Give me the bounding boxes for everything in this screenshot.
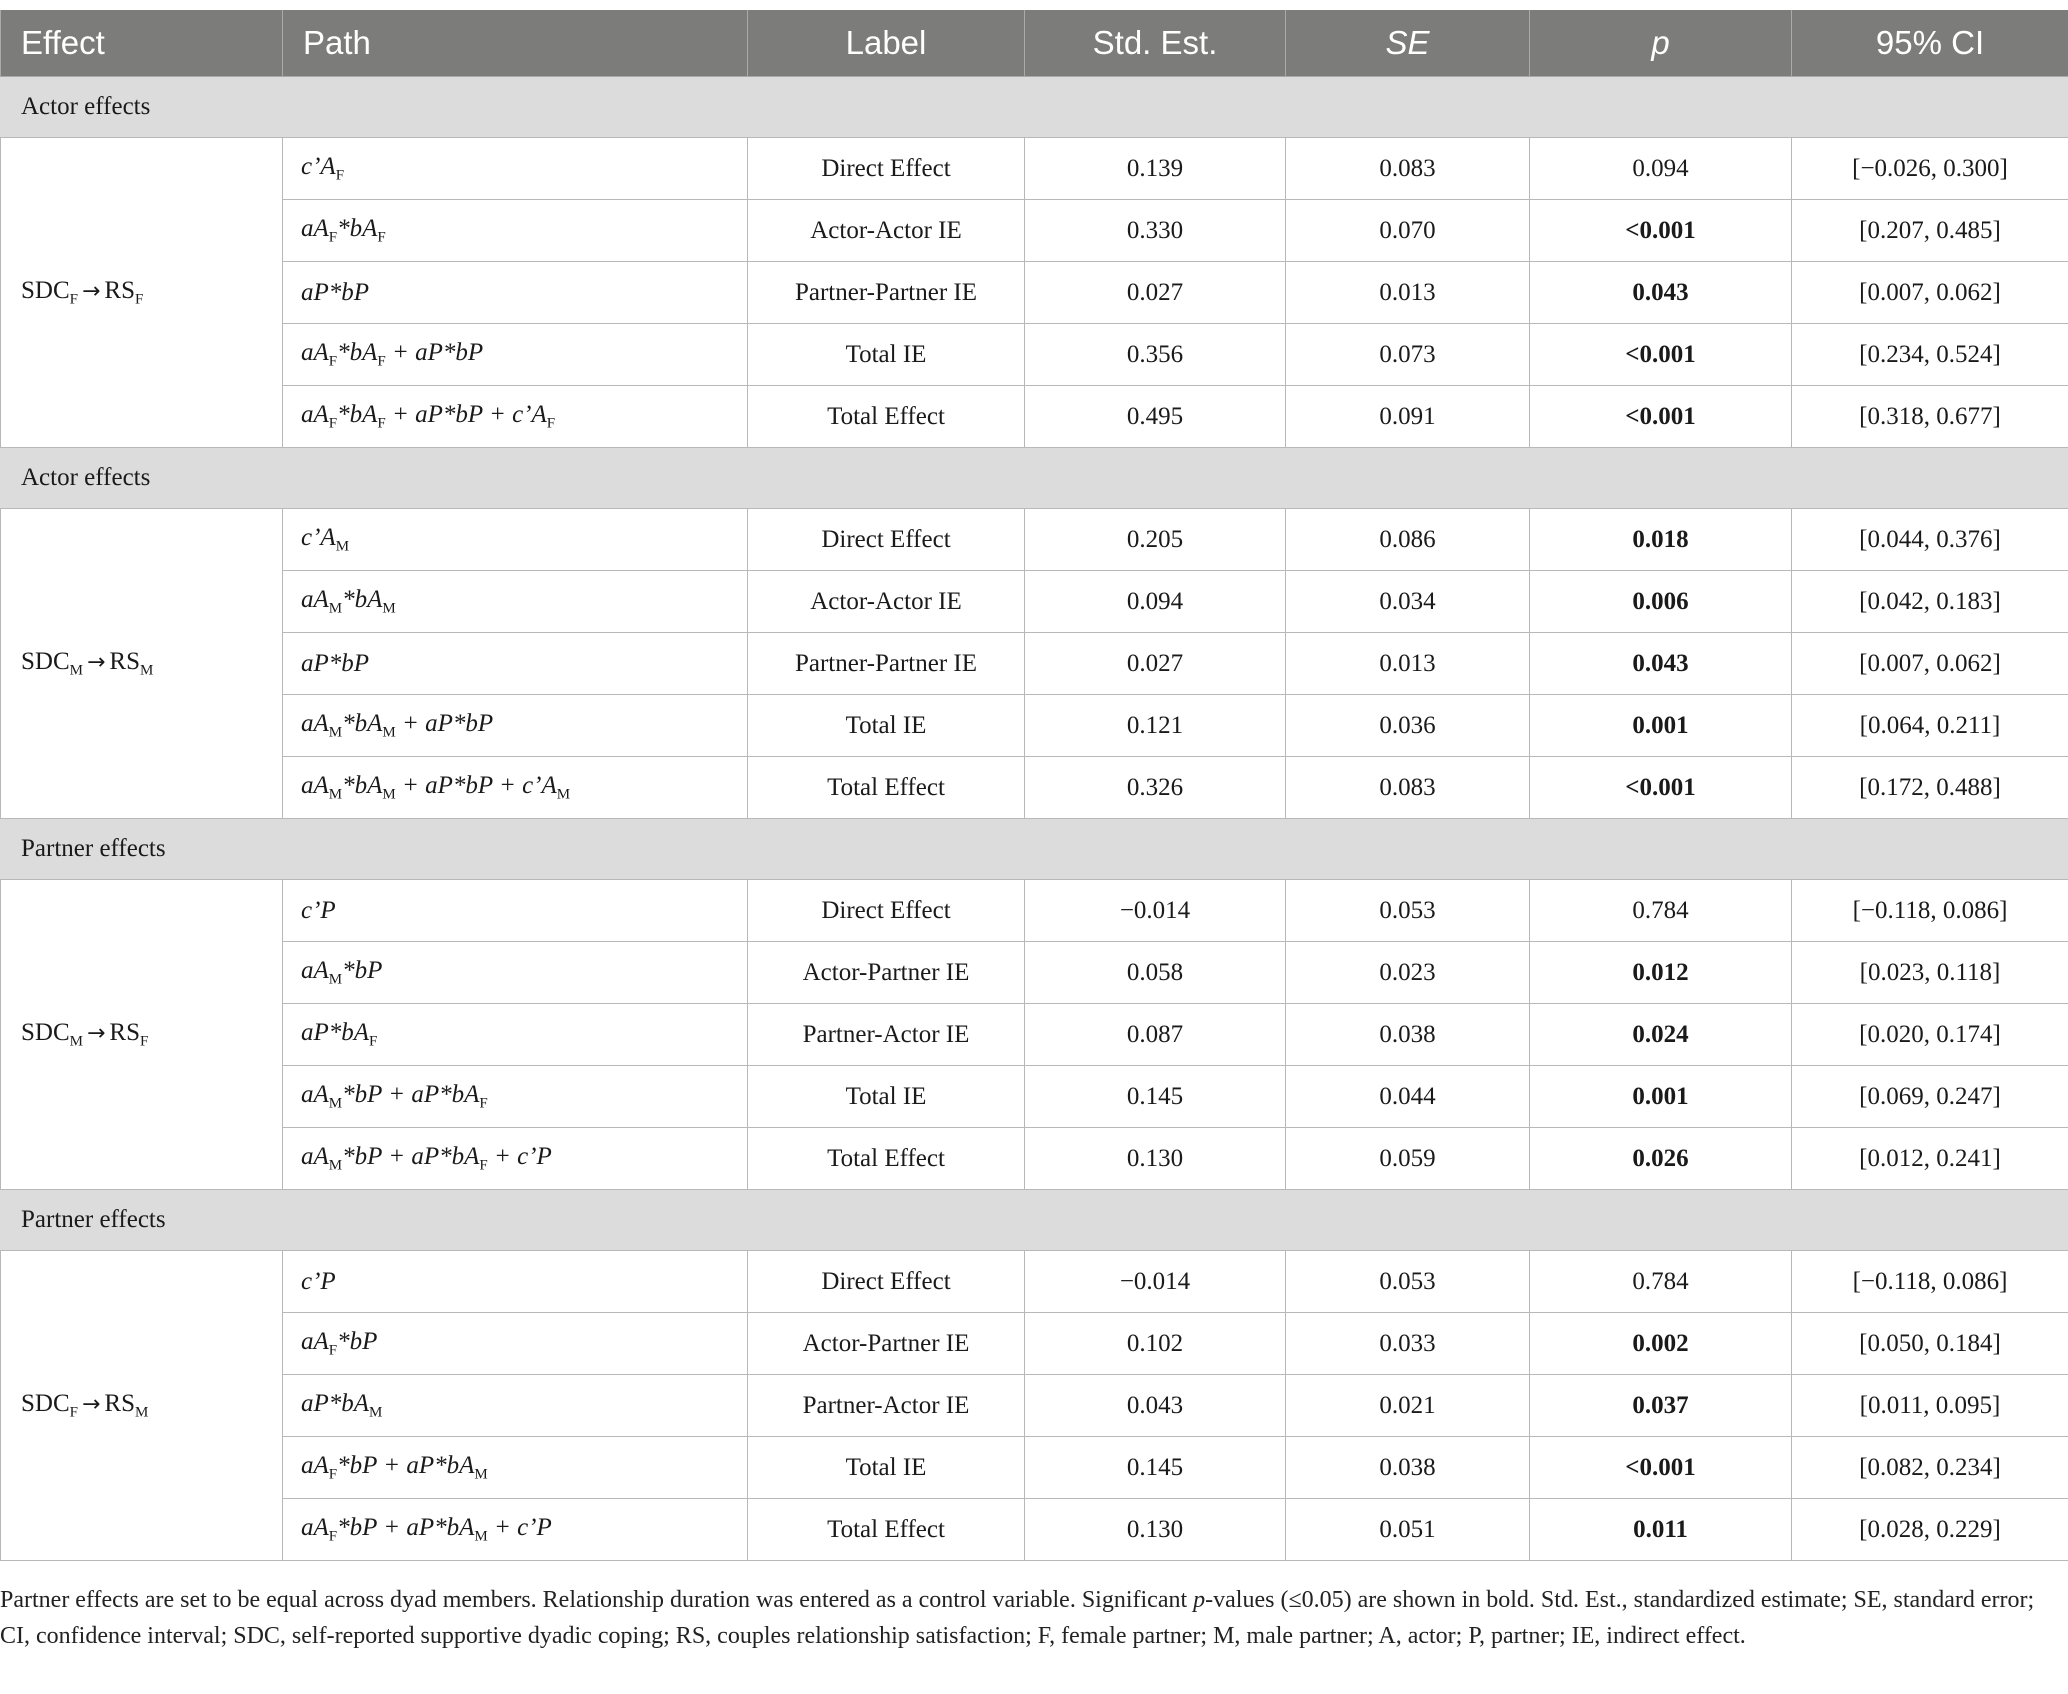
effect-predictor: SDC [21,647,70,675]
effect-predictor: SDC [21,1018,70,1046]
path-text: *bP [342,956,383,984]
path-subscript: M [382,786,396,803]
std-est-cell: 0.087 [1025,1004,1286,1066]
label-cell: Direct Effect [748,138,1025,200]
path-subscript: M [369,1404,383,1421]
path-subscript: M [328,786,343,803]
p-value-cell: 0.094 [1530,138,1792,200]
effect-predictor-subscript: F [69,291,78,308]
path-text: + aP*bP [395,709,494,737]
header-label: Label [748,10,1025,77]
path-text: aA [301,585,329,613]
path-cell [283,1437,748,1499]
p-value-cell: 0.026 [1530,1128,1792,1190]
std-est-cell: 0.027 [1025,633,1286,695]
path-subscript: F [328,229,338,246]
path-text: *bP [337,1327,378,1355]
p-value-cell: <0.001 [1530,324,1792,386]
path-text: aA [301,709,329,737]
p-value-cell: <0.001 [1530,386,1792,448]
path-cell [283,1066,748,1128]
std-est-cell: 0.094 [1025,571,1286,633]
header-ci: 95% CI [1792,10,2068,77]
p-value-cell: <0.001 [1530,757,1792,819]
path-subscript: F [377,353,386,370]
path-cell [283,880,748,942]
path-cell [283,1375,748,1437]
effect-outcome-subscript: M [140,662,154,679]
ci-cell: [0.082, 0.234] [1792,1437,2068,1499]
std-est-cell: 0.102 [1025,1313,1286,1375]
ci-cell: [−0.118, 0.086] [1792,880,2068,942]
results-table-container [0,10,2068,1561]
path-text: aA [301,338,329,366]
ci-cell: [0.023, 0.118] [1792,942,2068,1004]
arrow-right-icon: → [81,278,101,304]
effect-outcome-subscript: M [135,1404,149,1421]
std-est-cell: 0.130 [1025,1499,1286,1561]
p-value-cell: 0.043 [1530,633,1792,695]
path-cell [283,1313,748,1375]
path-text: *bP + aP*bA [342,1142,480,1170]
arrow-right-icon: → [81,1391,101,1417]
se-cell: 0.086 [1286,509,1530,571]
path-text: aA [301,400,329,428]
path-subscript: F [328,1528,338,1545]
p-value-cell: 0.002 [1530,1313,1792,1375]
path-text: *bP + aP*bA [342,1080,480,1108]
effect-predictor: SDC [21,276,70,304]
mediation-results-table [0,10,2068,1561]
label-cell: Total IE [748,324,1025,386]
path-text: c’A [301,523,336,551]
section-label: Actor effects [1,448,2068,509]
std-est-cell: −0.014 [1025,880,1286,942]
std-est-cell: 0.145 [1025,1066,1286,1128]
path-text: aP*bA [301,1389,370,1417]
label-cell: Direct Effect [748,509,1025,571]
std-est-cell: 0.326 [1025,757,1286,819]
se-cell: 0.083 [1286,757,1530,819]
section-label: Partner effects [1,819,2068,880]
std-est-cell: −0.014 [1025,1251,1286,1313]
path-subscript: F [369,1033,378,1050]
se-cell: 0.044 [1286,1066,1530,1128]
table-row [1,571,2068,633]
path-cell [283,1004,748,1066]
se-cell: 0.013 [1286,633,1530,695]
path-subscript: M [328,1095,343,1112]
effect-outcome: RS [109,1018,141,1046]
label-cell: Actor-Partner IE [748,942,1025,1004]
path-cell [283,386,748,448]
table-row [1,880,2068,942]
label-cell: Total IE [748,1437,1025,1499]
std-est-cell: 0.121 [1025,695,1286,757]
path-text: *bP + aP*bA [337,1513,475,1541]
path-cell [283,138,748,200]
ci-cell: [0.011, 0.095] [1792,1375,2068,1437]
se-cell: 0.038 [1286,1437,1530,1499]
path-text: aA [301,771,329,799]
path-subscript: M [382,600,396,617]
std-est-cell: 0.043 [1025,1375,1286,1437]
se-cell: 0.033 [1286,1313,1530,1375]
ci-cell: [0.028, 0.229] [1792,1499,2068,1561]
table-header [1,10,2068,77]
p-value-cell: 0.784 [1530,1251,1792,1313]
table-footnote [0,1582,2050,1654]
path-subscript: M [328,600,343,617]
se-cell: 0.091 [1286,386,1530,448]
effect-predictor-subscript: F [69,1404,78,1421]
ci-cell: [−0.026, 0.300] [1792,138,2068,200]
effect-outcome: RS [104,276,136,304]
effect-predictor: SDC [21,1389,70,1417]
path-subscript: M [335,538,350,555]
path-text: aA [301,1142,329,1170]
se-cell: 0.051 [1286,1499,1530,1561]
table-row [1,757,2068,819]
p-value-cell: <0.001 [1530,1437,1792,1499]
se-cell: 0.059 [1286,1128,1530,1190]
path-subscript: F [377,415,386,432]
header-effect: Effect [1,10,283,77]
effect-predictor-subscript: M [69,1033,83,1050]
std-est-cell: 0.145 [1025,1437,1286,1499]
path-subscript: F [328,415,338,432]
effect-outcome: RS [109,647,141,675]
effect-outcome-subscript: F [140,1033,149,1050]
ci-cell: [0.069, 0.247] [1792,1066,2068,1128]
p-value-cell: 0.011 [1530,1499,1792,1561]
se-cell: 0.083 [1286,138,1530,200]
path-cell [283,509,748,571]
p-value-cell: <0.001 [1530,200,1792,262]
path-cell [283,200,748,262]
ci-cell: [0.007, 0.062] [1792,633,2068,695]
path-subscript: F [328,353,338,370]
effect-cell [1,509,283,819]
path-text: c’P [301,1267,336,1295]
path-subscript: M [328,724,343,741]
se-cell: 0.023 [1286,942,1530,1004]
path-text: *bA [342,709,383,737]
table-row [1,386,2068,448]
se-cell: 0.073 [1286,324,1530,386]
p-value-cell: 0.037 [1530,1375,1792,1437]
p-value-cell: 0.043 [1530,262,1792,324]
path-cell [283,262,748,324]
path-text: *bP + aP*bA [337,1451,475,1479]
section-row [1,819,2068,880]
ci-cell: [0.064, 0.211] [1792,695,2068,757]
ci-cell: [0.172, 0.488] [1792,757,2068,819]
se-cell: 0.021 [1286,1375,1530,1437]
path-subscript: F [479,1095,488,1112]
path-cell [283,324,748,386]
path-cell [283,942,748,1004]
p-value-cell: 0.018 [1530,509,1792,571]
p-value-cell: 0.001 [1530,1066,1792,1128]
section-row [1,1190,2068,1251]
ci-cell: [0.318, 0.677] [1792,386,2068,448]
label-cell: Total Effect [748,386,1025,448]
ci-cell: [0.234, 0.524] [1792,324,2068,386]
path-subscript: M [328,971,343,988]
ci-cell: [0.050, 0.184] [1792,1313,2068,1375]
std-est-cell: 0.027 [1025,262,1286,324]
table-row [1,1437,2068,1499]
arrow-right-icon: → [86,649,106,675]
std-est-cell: 0.139 [1025,138,1286,200]
std-est-cell: 0.356 [1025,324,1286,386]
effect-cell [1,1251,283,1561]
section-label: Partner effects [1,1190,2068,1251]
label-cell: Total Effect [748,757,1025,819]
path-cell [283,633,748,695]
header-p: p [1530,10,1792,77]
path-text: aP*bA [301,1018,370,1046]
label-cell: Actor-Actor IE [748,571,1025,633]
se-cell: 0.036 [1286,695,1530,757]
header-path: Path [283,10,748,77]
path-text: c’P [301,896,336,924]
table-row [1,1128,2068,1190]
footnote-p-italic: p [1193,1587,1206,1613]
path-text: + aP*bP [385,338,484,366]
path-subscript: M [328,1157,343,1174]
ci-cell: [0.207, 0.485] [1792,200,2068,262]
p-value-cell: 0.001 [1530,695,1792,757]
footnote-part1: Partner effects are set to be equal across dyad members. Relationship duration was entered as a control variable. Significant [0,1587,1194,1613]
path-cell [283,571,748,633]
label-cell: Direct Effect [748,880,1025,942]
path-subscript: M [556,786,571,803]
label-cell: Total Effect [748,1128,1025,1190]
path-text: aA [301,1327,329,1355]
path-subscript: F [479,1157,488,1174]
section-row [1,448,2068,509]
path-text: aA [301,1451,329,1479]
effect-outcome: RS [104,1389,136,1417]
table-row [1,1499,2068,1561]
label-cell: Partner-Actor IE [748,1004,1025,1066]
section-label: Actor effects [1,77,2068,138]
header-std-est: Std. Est. [1025,10,1286,77]
ci-cell: [0.012, 0.241] [1792,1128,2068,1190]
path-text: aP*bP [301,649,370,677]
table-row [1,1004,2068,1066]
path-subscript: F [328,1466,338,1483]
path-text: *bA [337,214,378,242]
label-cell: Total IE [748,1066,1025,1128]
ci-cell: [0.044, 0.376] [1792,509,2068,571]
path-subscript: F [328,1342,338,1359]
path-text: aA [301,956,329,984]
path-cell [283,695,748,757]
std-est-cell: 0.330 [1025,200,1286,262]
header-row [1,10,2068,77]
se-cell: 0.053 [1286,1251,1530,1313]
p-value-cell: 0.012 [1530,942,1792,1004]
path-subscript: M [474,1528,488,1545]
table-row [1,262,2068,324]
std-est-cell: 0.058 [1025,942,1286,1004]
path-cell [283,1251,748,1313]
path-text: *bA [342,585,383,613]
ci-cell: [0.020, 0.174] [1792,1004,2068,1066]
path-text: + aP*bP + c’A [385,400,547,428]
effect-outcome-subscript: F [135,291,144,308]
effect-cell [1,138,283,448]
table-row [1,200,2068,262]
path-text: aP*bP [301,278,370,306]
path-text: + c’P [487,1142,552,1170]
path-text: aA [301,1080,329,1108]
path-cell [283,1128,748,1190]
se-cell: 0.070 [1286,200,1530,262]
table-row [1,633,2068,695]
path-text: c’A [301,152,336,180]
table-row [1,1251,2068,1313]
path-subscript: F [377,229,386,246]
p-value-cell: 0.024 [1530,1004,1792,1066]
std-est-cell: 0.495 [1025,386,1286,448]
path-text: + aP*bP + c’A [395,771,557,799]
label-cell: Partner-Partner IE [748,262,1025,324]
p-value-cell: 0.006 [1530,571,1792,633]
std-est-cell: 0.205 [1025,509,1286,571]
table-body [1,77,2068,1561]
ci-cell: [0.007, 0.062] [1792,262,2068,324]
se-cell: 0.013 [1286,262,1530,324]
label-cell: Total IE [748,695,1025,757]
se-cell: 0.038 [1286,1004,1530,1066]
path-text: + c’P [487,1513,552,1541]
ci-cell: [0.042, 0.183] [1792,571,2068,633]
table-row [1,695,2068,757]
ci-cell: [−0.118, 0.086] [1792,1251,2068,1313]
arrow-right-icon: → [86,1020,106,1046]
table-row [1,1313,2068,1375]
path-text: *bA [342,771,383,799]
path-text: *bA [337,400,378,428]
label-cell: Direct Effect [748,1251,1025,1313]
effect-predictor-subscript: M [69,662,83,679]
path-subscript: F [335,167,345,184]
path-subscript: M [474,1466,488,1483]
label-cell: Partner-Actor IE [748,1375,1025,1437]
label-cell: Actor-Actor IE [748,200,1025,262]
table-row [1,138,2068,200]
table-row [1,324,2068,386]
label-cell: Actor-Partner IE [748,1313,1025,1375]
path-text: aA [301,214,329,242]
label-cell: Total Effect [748,1499,1025,1561]
footnote-part2: -values (≤0.05) are shown in bold. Std. Est., standardized estimate; SE, standard error; CI, confidence interval; SDC, self-reported supportive dyadic coping; RS, couples relationship satisfaction; F, female partner; M, male partner; A, actor; P, partner; IE, indirect effect. [0,1587,2035,1649]
p-value-cell: 0.784 [1530,880,1792,942]
table-row [1,942,2068,1004]
label-cell: Partner-Partner IE [748,633,1025,695]
path-text: aA [301,1513,329,1541]
table-row [1,1375,2068,1437]
path-subscript: M [382,724,396,741]
path-subscript: F [546,415,556,432]
se-cell: 0.053 [1286,880,1530,942]
header-se: SE [1286,10,1530,77]
path-cell [283,1499,748,1561]
table-row [1,509,2068,571]
se-cell: 0.034 [1286,571,1530,633]
std-est-cell: 0.130 [1025,1128,1286,1190]
section-row [1,77,2068,138]
effect-cell [1,880,283,1190]
path-text: *bA [337,338,378,366]
table-row [1,1066,2068,1128]
path-cell [283,757,748,819]
